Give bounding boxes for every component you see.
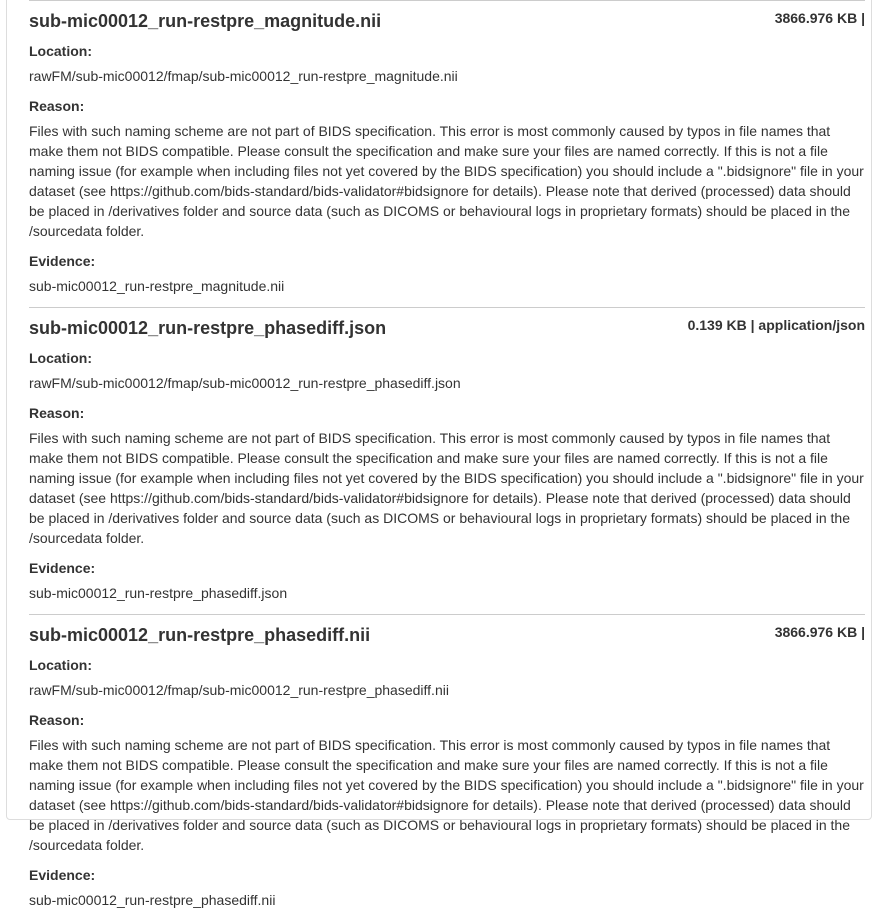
location-value: rawFM/sub-mic00012/fmap/sub-mic00012_run-restpre_phasediff.nii: [29, 682, 449, 698]
reason-text: Files with such naming scheme are not part of BIDS specification. This error is most commonly caused by typos in file names that make them not BIDS compatible. Please consult the specification and make sure your files are named correctly. If this is not a file naming issue (for example when including files not yet covered by the BIDS specification) you should include a ".bidsignore" file in your dataset (see https://github.com/bids-standard/bids-validator#bidsignore for details). Please note that derived (processed) data should be placed in /derivatives folder and source data (such as DICOMS or behavioural logs in proprietary formats) should be placed in the /sourcedata folder.: [29, 737, 864, 853]
file-name: sub-mic00012_run-restpre_phasediff.nii: [29, 625, 371, 645]
evidence-value: sub-mic00012_run-restpre_phasediff.json: [29, 585, 288, 601]
reason-text: Files with such naming scheme are not part of BIDS specification. This error is most commonly caused by typos in file names that make them not BIDS compatible. Please consult the specification and make sure your files are named correctly. If this is not a file naming issue (for example when including files not yet covered by the BIDS specification) you should include a ".bidsignore" file in your dataset (see https://github.com/bids-standard/bids-validator#bidsignore for details). Please note that derived (processed) data should be placed in /derivatives folder and source data (such as DICOMS or behavioural logs in proprietary formats) should be placed in the /sourcedata folder.: [29, 123, 864, 239]
location-label: Location:: [29, 657, 92, 673]
file-size-type: 3866.976 KB |: [774, 624, 865, 640]
evidence-label: Evidence:: [29, 867, 96, 883]
evidence-value: sub-mic00012_run-restpre_magnitude.nii: [29, 278, 285, 294]
issue-file-item: [29, 614, 865, 912]
file-name: sub-mic00012_run-restpre_magnitude.nii: [29, 11, 382, 31]
file-header: [29, 624, 865, 646]
issue-file-item: [29, 307, 865, 605]
location-value: rawFM/sub-mic00012/fmap/sub-mic00012_run-restpre_magnitude.nii: [29, 68, 458, 84]
issue-file-item: [29, 0, 865, 298]
evidence-label: Evidence:: [29, 253, 96, 269]
evidence-label: Evidence:: [29, 560, 96, 576]
reason-label: Reason:: [29, 405, 85, 421]
file-name: sub-mic00012_run-restpre_phasediff.json: [29, 318, 387, 338]
file-size-type: 3866.976 KB |: [774, 10, 865, 26]
issue-file-list: [29, 0, 865, 912]
location-label: Location:: [29, 350, 92, 366]
file-size-type: 0.139 KB | application/json: [687, 317, 865, 333]
issue-files-panel: [6, 0, 872, 908]
location-value: rawFM/sub-mic00012/fmap/sub-mic00012_run-restpre_phasediff.json: [29, 375, 461, 391]
reason-label: Reason:: [29, 712, 85, 728]
file-header: [29, 317, 865, 339]
reason-label: Reason:: [29, 98, 85, 114]
file-header: [29, 10, 865, 32]
evidence-value: sub-mic00012_run-restpre_phasediff.nii: [29, 892, 276, 908]
reason-text: Files with such naming scheme are not part of BIDS specification. This error is most commonly caused by typos in file names that make them not BIDS compatible. Please consult the specification and make sure your files are named correctly. If this is not a file naming issue (for example when including files not yet covered by the BIDS specification) you should include a ".bidsignore" file in your dataset (see https://github.com/bids-standard/bids-validator#bidsignore for details). Please note that derived (processed) data should be placed in /derivatives folder and source data (such as DICOMS or behavioural logs in proprietary formats) should be placed in the /sourcedata folder.: [29, 430, 864, 546]
location-label: Location:: [29, 43, 92, 59]
